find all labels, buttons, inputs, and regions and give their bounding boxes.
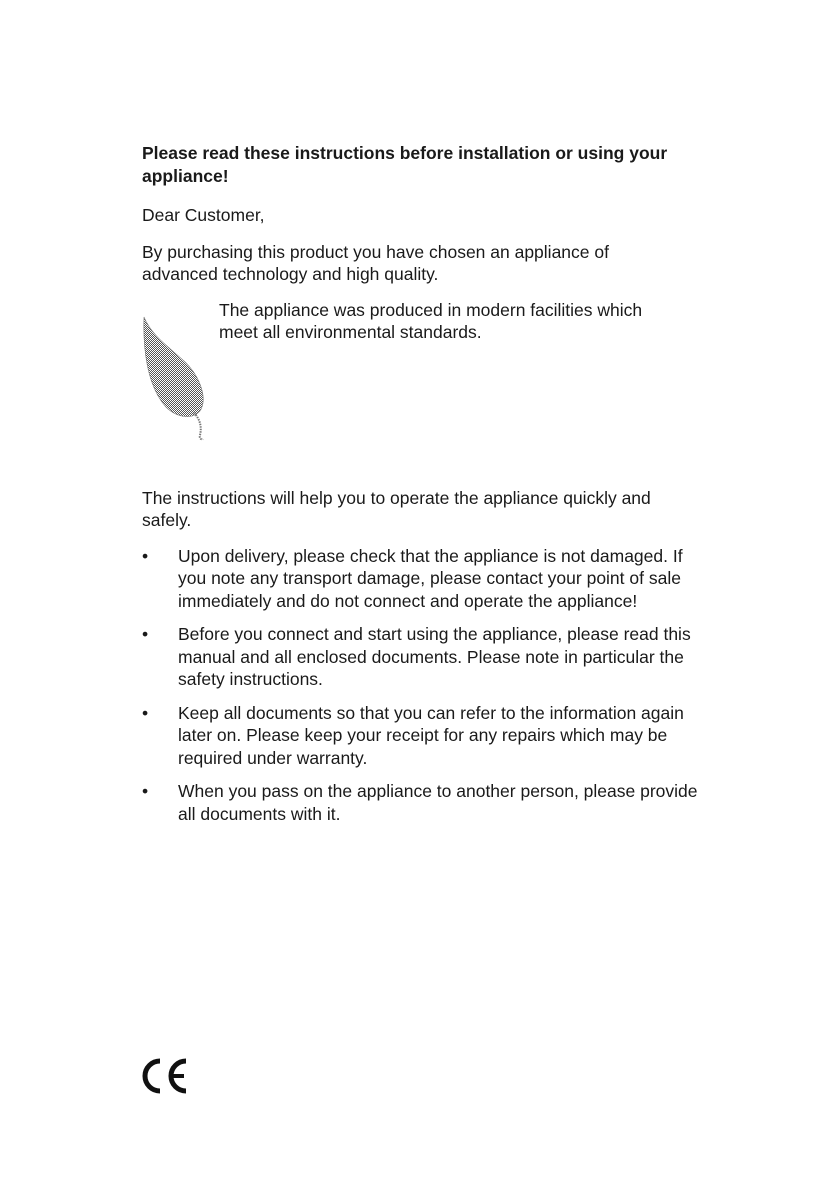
instruction-list [142, 545, 712, 826]
bullet-icon: • [142, 545, 149, 566]
document-page [142, 142, 712, 836]
list-item-text: Keep all documents so that you can refer to the information again later on. Please keep your receipt for any repairs which may be required under warranty. [178, 702, 684, 768]
ce-mark-icon [140, 1057, 190, 1095]
list-item [142, 780, 712, 825]
intro-paragraph: By purchasing this product you have chosen an appliance of advanced technology and high quality. [142, 241, 609, 284]
list-item [142, 702, 712, 770]
leaf-icon [142, 315, 206, 441]
list-item-text: Upon delivery, please check that the appliance is not damaged. If you note any transport damage, please contact your point of sale immediately and do not connect and operate the appliance! [178, 545, 683, 611]
environment-text: The appliance was produced in modern facilities which meet all environmental standards. [219, 299, 643, 342]
greeting: Dear Customer, [142, 205, 265, 225]
list-item [142, 545, 712, 613]
list-item [142, 623, 712, 691]
bullet-icon: • [142, 624, 149, 644]
instructions-intro: The instructions will help you to operate the appliance quickly and safely. [142, 487, 651, 530]
bullet-icon: • [142, 702, 149, 723]
list-item-text: Before you connect and start using the appliance, please read this manual and all enclosed documents. Please note in particular the safety instructions. [178, 624, 691, 689]
page-heading: Please read these instructions before installation or using your appliance! [142, 143, 668, 186]
list-item-text: When you pass on the appliance to another person, please provide all documents with it. [178, 781, 698, 824]
environment-notice [142, 299, 712, 487]
bullet-icon: • [142, 781, 149, 801]
